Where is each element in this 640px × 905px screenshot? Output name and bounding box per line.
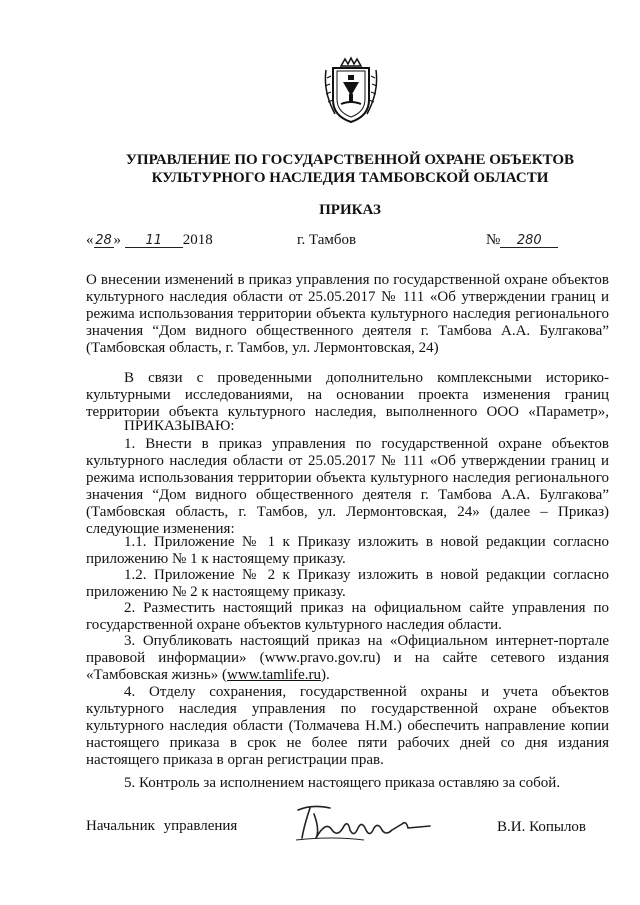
number-value: 280	[500, 234, 558, 248]
tamlife-link[interactable]: www.tamlife.ru	[227, 667, 322, 683]
order-item-3-end: ).	[321, 667, 330, 683]
order-basis: В связи с проведенными дополнительно комплексными историко-культурными исследованиями, на основании проекта изменения границ территории объекта культурного наследия, выполненного ООО «Параметр»,	[86, 370, 609, 420]
org-name-line2: КУЛЬТУРНОГО НАСЛЕДИЯ ТАМБОВСКОЙ ОБЛАСТИ	[151, 170, 549, 186]
order-item-1-2: 1.2. Приложение № 2 к Приказу изложить в новой редакции согласно приложению № 2 к настоящему приказу.	[86, 567, 609, 600]
order-city: г. Тамбов	[297, 232, 357, 248]
signatory-name: В.И. Копылов	[497, 819, 587, 835]
signatory-position: Начальник управления	[86, 818, 238, 834]
order-item-3-text: 3. Опубликовать настоящий приказ на «Официальном интернет-портале правовой информации» (www.pravo.gov.ru) и на сайте сетевого издания «Тамбовская жизнь» (	[86, 633, 609, 683]
order-number	[486, 232, 558, 249]
order-item-3	[86, 633, 609, 684]
order-item-4: 4. Отделу сохранения, государственной охраны и учета объектов культурного наследия управления по государственной охране объектов культурного наследия области (Толмачева Н.М.) обеспечить направление копии настоящего приказа в срок не более пяти рабочих дней со дня издания настоящего приказа в орган регистрации прав.	[86, 684, 609, 768]
handwritten-signature	[292, 800, 432, 844]
order-item-1-1: 1.1. Приложение № 1 к Приказу изложить в новой редакции согласно приложению № 1 к настоящему приказу.	[86, 534, 609, 567]
org-name-line1: УПРАВЛЕНИЕ ПО ГОСУДАРСТВЕННОЙ ОХРАНЕ ОБЪЕКТОВ	[125, 152, 575, 168]
order-item-2: 2. Разместить настоящий приказ на официальном сайте управления по государственной охране объектов культурного наследия области.	[86, 600, 609, 633]
order-subject: О внесении изменений в приказ управления по государственной охране объектов культурного наследия области от 25.05.2017 № 111 «Об утверждении границ и режима использования территории объекта культурного наследия регионального значения “Дом видного общественного деятеля г. Тамбова А.А. Булгакова” (Тамбовская область, г. Тамбов, ул. Лермонтовская, 24)	[86, 272, 609, 356]
date-year: 2018	[182, 232, 213, 248]
tambov-coat-of-arms-icon	[323, 56, 379, 124]
order-word: ПРИКАЗЫВАЮ:	[124, 418, 235, 434]
number-label: №	[486, 232, 501, 248]
date-close-quote: »	[113, 232, 121, 248]
document-title: ПРИКАЗ	[319, 202, 381, 218]
order-item-1: 1. Внести в приказ управления по государственной охране объектов культурного наследия области от 25.05.2017 № 111 «Об утверждении границ и режима использования территории объекта культурного наследия регионального значения “Дом видного общественного деятеля г. Тамбова А.А. Булгакова” (Тамбовская область, г. Тамбов, ул. Лермонтовская, 24» (далее – Приказ) следующие изменения:	[86, 436, 609, 537]
date-month: 11	[125, 234, 183, 248]
order-item-5: 5. Контроль за исполнением настоящего приказа оставляю за собой.	[124, 775, 561, 791]
date-day: 28	[95, 233, 112, 248]
order-date	[86, 232, 213, 249]
date-open-quote: «	[86, 232, 94, 248]
